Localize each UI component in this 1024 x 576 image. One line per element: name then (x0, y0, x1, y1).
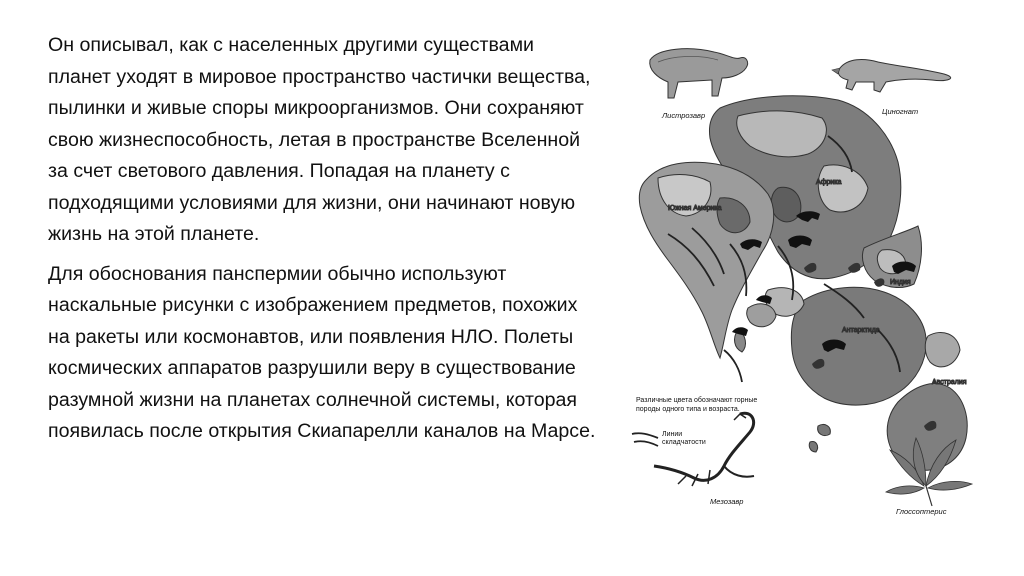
continents-map (639, 96, 967, 470)
paragraph-panspermia-evidence: Для обоснования панспермии обычно используют наскальные рисунки с изображением предметов, похожих на ракеты или космонавтов, или появления НЛО. Полеты космических аппаратов разрушили веру в существование разумной жизни на планетах солнечной системы, которая появилась после открытия Скиапарелли каналов на Марсе. (48, 262, 596, 442)
lystrosaurus-label: Листрозавр (662, 111, 706, 120)
australia-label: Австралия (932, 379, 967, 386)
cynognathus-label: Циногнат (882, 107, 919, 116)
gondwana-map-figure (628, 38, 978, 524)
legend-colors-note-line1: Различные цвета обозначают горные (636, 397, 758, 404)
india-label: Индия (890, 279, 911, 286)
paragraph-panspermia-description: Он описывал, как с населенных другими существами планет уходят в мировое пространство частички вещества, пылинки и живые споры микроорганизмов. Они сохраняют свою жизнеспособность, летая в пространстве Вселенной за счет светового давления. Попадая на планету с подходящими условиями для жизни, они начинают новую жизнь на этой планете. (48, 34, 591, 245)
cynognathus-illustration (832, 60, 951, 92)
mesosaurus-illustration (654, 413, 754, 486)
legend-colors-note-line2: породы одного типа и возраста. (636, 406, 740, 413)
antarctica-landmass (791, 287, 926, 405)
south-america-label: Южная Америка (668, 205, 722, 212)
africa-label: Африка (816, 179, 842, 186)
body-text (48, 30, 596, 456)
mesosaurus-label: Мезозавр (710, 497, 744, 506)
svg-text:Линии: Линии (662, 431, 683, 438)
fold-lines-legend (632, 431, 706, 446)
svg-text:складчатости: складчатости (662, 439, 706, 446)
glossopteris-label: Глоссоптерис (896, 507, 947, 516)
lystrosaurus-illustration (650, 49, 748, 98)
antarctica-label: Антарктида (842, 327, 880, 334)
